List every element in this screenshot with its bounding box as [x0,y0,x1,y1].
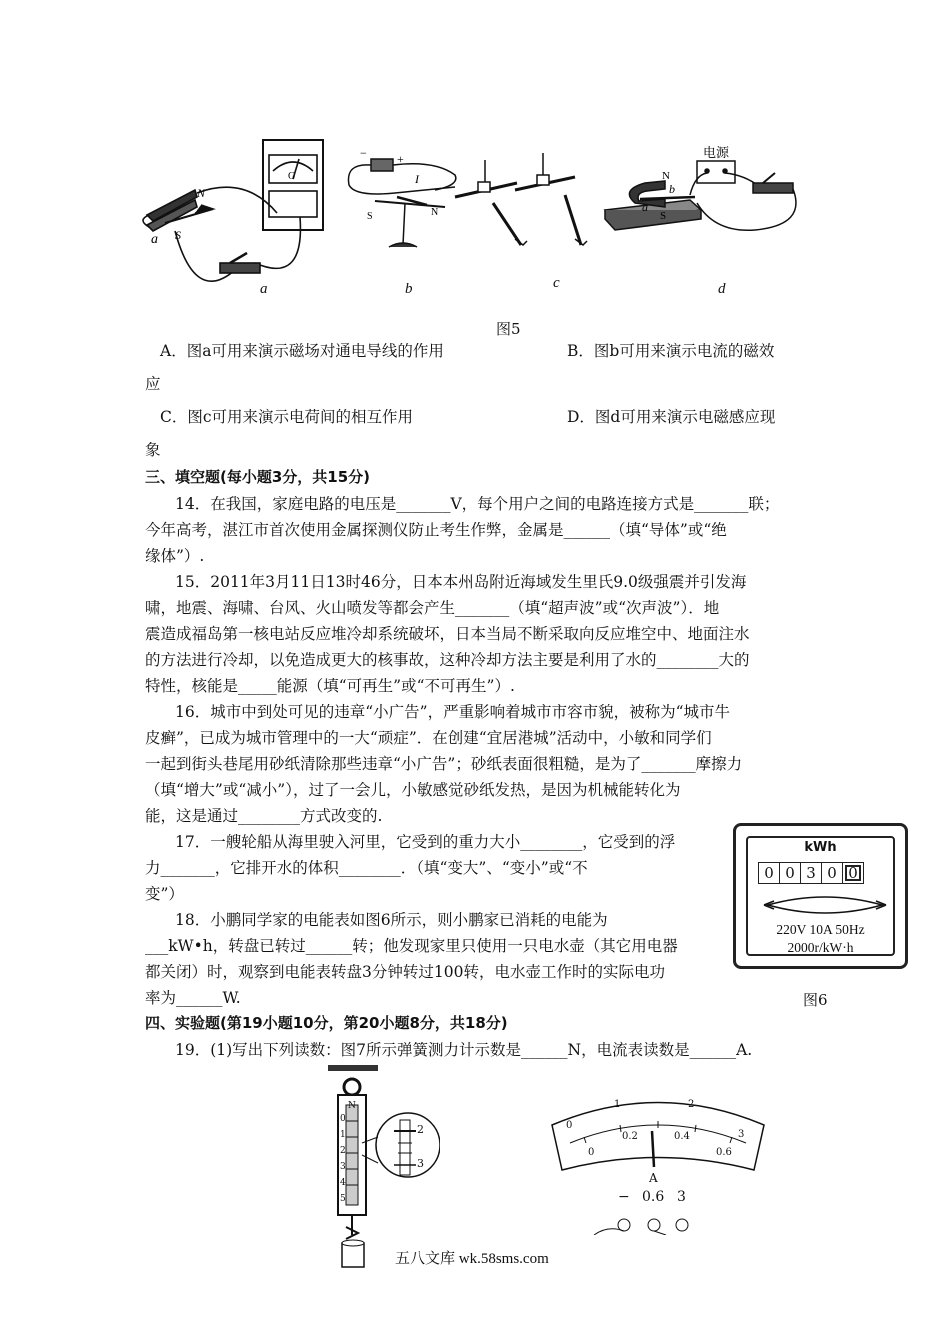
meter-digit: 0 [780,863,801,883]
meter-constant: 2000r/kW·h [787,940,854,955]
meter-disc [760,893,890,917]
fig-d-power-label: 电源 [703,145,730,160]
spring-scale-tick: 2 [340,1146,346,1156]
energy-meter-face [746,836,895,956]
fig5-label-a: a [260,281,268,297]
ammeter-outer-tick: 3 [738,1129,745,1140]
q17-line1: 17．一艘轮船从海里驶入河里，它受到的重力大小________，它受到的浮 [175,833,676,851]
ammeter-drawing [548,1085,768,1235]
option-c: C．图c可用来演示电荷间的相互作用 [160,408,414,426]
figure-6-caption: 图6 [803,991,828,1009]
fig-c-apparatus [455,153,587,245]
option-d-line1: D．图d可用来演示电磁感应现 [567,408,776,426]
fig-d-a-label: a [642,200,648,214]
q14-line3: 缘体”）. [145,547,205,565]
fig-a-s-pole: S [175,228,181,242]
option-b-line2: 应 [145,375,161,393]
spring-scale-unit: N [348,1101,356,1111]
spring-scale-tick: 0 [340,1114,346,1124]
q19-part1: 19．(1)写出下列读数：图7所示弹簧测力计示数是______N，电流表读数是______A. [175,1041,753,1059]
figure-5-diagram [135,135,815,335]
spring-scale-tick: 5 [340,1194,346,1204]
fig5-label-b: b [405,281,413,297]
ammeter-terminal-06: 0.6 [642,1189,665,1205]
ammeter-inner-tick: 0.4 [674,1131,690,1142]
section-4-heading: 四、实验题(第19小题10分，第20小题8分，共18分) [145,1014,508,1032]
fig-b-minus-sign: − [360,146,367,160]
fig5-label-c: c [553,275,560,291]
spring-scale-tick: 4 [340,1178,346,1188]
meter-digit: 0 [822,863,843,883]
ammeter-outer-tick: 2 [688,1099,695,1110]
spring-scale-tick: 3 [340,1162,346,1172]
q16-line1: 16．城市中到处可见的违章“小广告”，严重影响着城市市容市貌，被称为“城市牛 [175,703,730,721]
fig-d-apparatus [605,161,796,230]
ammeter-terminal-3: 3 [677,1189,686,1205]
q15-line1: 15．2011年3月11日13时46分，日本本州岛附近海域发生里氏9.0级强震并引发海 [175,573,747,591]
option-d-line2: 象 [145,441,161,459]
ammeter-inner-tick: 0.6 [716,1147,732,1158]
ammeter-inner-tick: 0.2 [622,1131,638,1142]
q16-line5: 能，这是通过________方式改变的. [145,807,383,825]
section-3-heading: 三、填空题(每小题3分，共15分) [145,468,371,486]
spring-scale-tick: 1 [340,1130,346,1140]
spring-scale-zoom-tick: 3 [417,1157,424,1170]
meter-digit: 3 [801,863,822,883]
fig-b-n-pole: N [431,207,439,218]
fig-b-current-label: I [415,172,419,186]
q18-line4: 率为______W. [145,989,241,1007]
q18-line1: 18．小鹏同学家的电能表如图6所示，则小鹏家已消耗的电能为 [175,911,608,929]
spring-scale-zoom-tick: 2 [417,1123,424,1136]
q15-line3: 震造成福岛第一核电站反应堆冷却系统破坏，日本当局不断采取向反应堆空中、地面注水 [145,625,750,643]
q17-line3: 变”） [145,885,184,903]
fig-d-s-pole: S [660,210,667,222]
q14-line1: 14．在我国，家庭电路的电压是_______V，每个用户之间的电路连接方式是_______联； [175,495,780,513]
figure-5 [135,135,815,335]
meter-digit: 0 [759,863,780,883]
fig-a-n-pole: N [197,186,206,200]
fig-d-n-pole: N [662,170,670,182]
q16-line3: 一起到街头巷尾用砂纸清除那些违章“小广告”；砂纸表面很粗糙，是为了_______摩擦力 [145,755,743,773]
fig-b-plus-sign: + [397,152,404,166]
option-b-line1: B．图b可用来演示电流的磁效 [567,342,775,360]
fig5-label-d: d [718,281,726,297]
ammeter-terminal-minus: − [618,1189,630,1205]
meter-unit: kWh [804,840,837,855]
ammeter [548,1085,768,1235]
footer-watermark: 五八文库 wk.58sms.com [395,1251,549,1267]
q14-line2: 今年高考，湛江市首次使用金属探测仪防止考生作弊，金属是______（填“导体”或“绝 [145,521,727,539]
meter-rating: 220V 10A 50Hz [776,922,865,937]
fig-a-galvanometer-label: G [288,171,296,182]
ammeter-unit: A [649,1171,658,1185]
ammeter-outer-tick: 1 [614,1099,621,1110]
ammeter-inner-tick: 0 [588,1147,595,1158]
q16-line4: （填“增大”或“减小”），过了一会儿，小敏感觉砂纸发热，是因为机械能转化为 [145,781,681,799]
figure-5-caption: 图5 [496,320,521,338]
fig-a-apparatus [143,140,323,281]
fig-d-b-label: b [669,182,675,196]
ammeter-outer-tick: 0 [566,1120,573,1131]
q15-line2: 啸，地震、海啸、台风、火山喷发等都会产生_______（填“超声波”或“次声波”）．地 [145,599,720,617]
q18-line3: 都关闭）时，观察到电能表转盘3分钟转过100转，电水壶工作时的实际电功 [145,963,665,981]
q15-line4: 的方法进行冷却，以免造成更大的核事故，这种冷却方法主要是利用了水的________大的 [145,651,750,669]
energy-meter [733,823,908,969]
q17-line2: 力_______，它排开水的体积________．（填“变大”、“变小”或“不 [145,859,588,877]
q15-line5: 特性，核能是_____能源（填“可再生”或“不可再生”）. [145,677,515,695]
meter-digit-decimal: 0 [843,863,863,883]
meter-digit-row [758,862,864,884]
fig-b-apparatus [348,159,455,247]
fig-a-wire-label: a [151,232,158,247]
fig-b-s-pole: S [367,211,373,222]
q16-line2: 皮癣”，已成为城市管理中的一大“顽症”．在创建“宜居港城”活动中，小敏和同学们 [145,729,712,747]
q18-line2: ___kW•h，转盘已转过______转；他发现家里只使用一只电水壶（其它用电器 [145,937,678,955]
option-a: A．图a可用来演示磁场对通电导线的作用 [160,342,444,360]
